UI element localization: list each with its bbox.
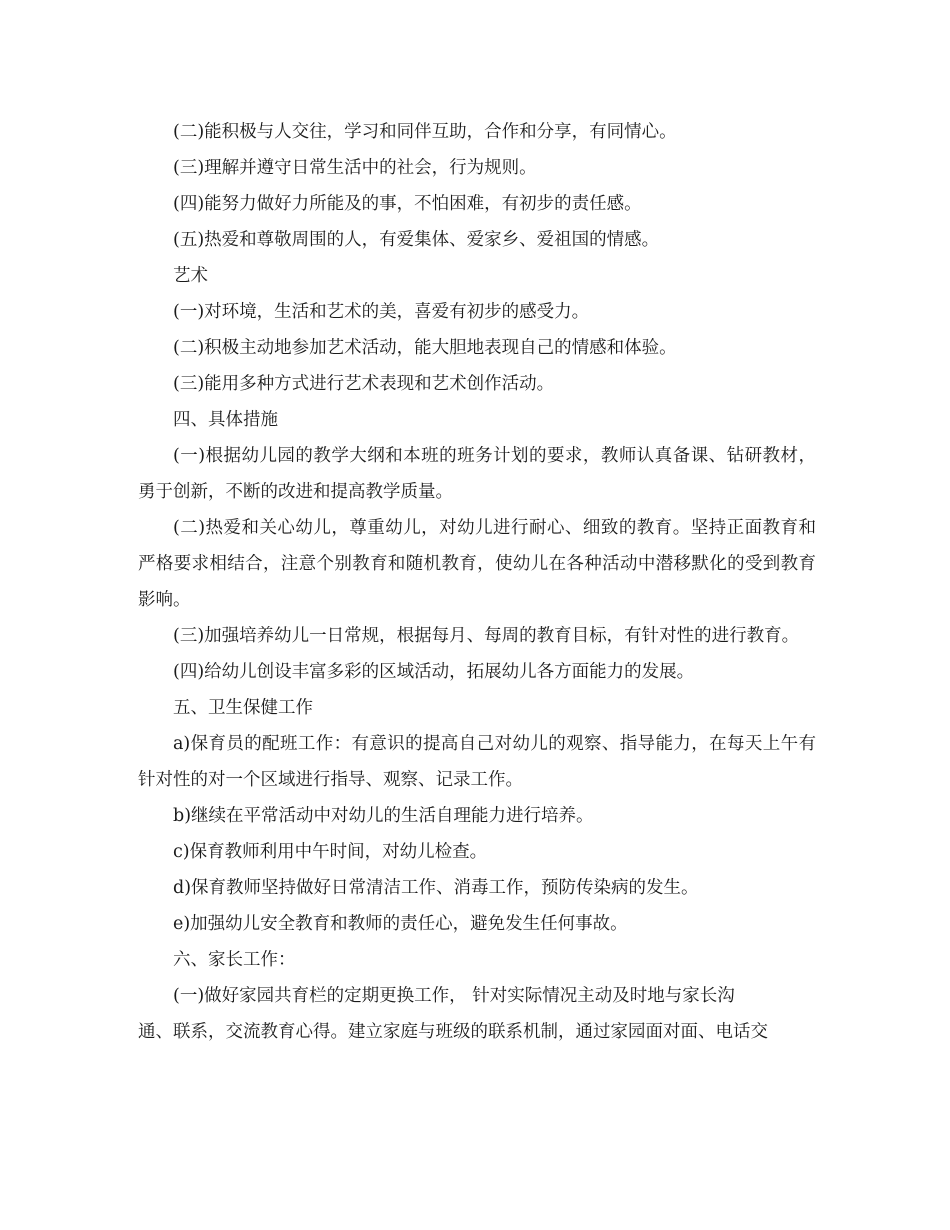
paragraph: (三)加强培养幼儿一日常规，根据每月、每周的教育目标，有针对性的进行教育。	[173, 626, 800, 646]
document-body	[138, 114, 816, 1050]
paragraph: d)保育教师坚持做好日常清洁工作、消毒工作，预防传染病的发生。	[173, 878, 699, 898]
section-heading-measures: 四、具体措施	[173, 410, 278, 430]
section-heading-parents: 六、家长工作：	[173, 950, 296, 970]
paragraph: a)保育员的配班工作：有意识的提高自己对幼儿的观察、指导能力，在每天上午有针对性的对一个区域进行指导、观察、记录工作。	[138, 734, 816, 790]
paragraph: (二)热爱和关心幼儿，尊重幼儿，对幼儿进行耐心、细致的教育。坚持正面教育和严格要求相结合，注意个别教育和随机教育，使幼儿在各种活动中潜移默化的受到教育影响。	[138, 518, 816, 610]
paragraph: c)保育教师利用中午时间，对幼儿检查。	[173, 842, 488, 862]
section-heading-art: 艺术	[173, 266, 208, 286]
paragraph: (一)根据幼儿园的教学大纲和本班的班务计划的要求，教师认真备课、钻研教材，勇于创新，不断的改进和提高教学质量。	[138, 446, 816, 502]
paragraph-continuation: 通、联系，交流教育心得。建立家庭与班级的联系机制，通过家园面对面、电话交	[138, 1022, 768, 1042]
paragraph: (二)能积极与人交往，学习和同伴互助，合作和分享，有同情心。	[173, 122, 677, 142]
paragraph: e)加强幼儿安全教育和教师的责任心，避免发生任何事故。	[173, 914, 628, 934]
paragraph: (一)做好家园共育栏的定期更换工作， 针对实际情况主动及时地与家长沟	[173, 986, 735, 1006]
paragraph: (三)理解并遵守日常生活中的社会，行为规则。	[173, 158, 537, 178]
section-heading-health: 五、卫生保健工作	[173, 698, 313, 718]
paragraph: (五)热爱和尊敬周围的人，有爱集体、爱家乡、爱祖国的情感。	[173, 230, 660, 250]
paragraph: (四)给幼儿创设丰富多彩的区域活动，拓展幼儿各方面能力的发展。	[173, 662, 695, 682]
paragraph: (二)积极主动地参加艺术活动，能大胆地表现自己的情感和体验。	[173, 338, 677, 358]
paragraph: (三)能用多种方式进行艺术表现和艺术创作活动。	[173, 374, 555, 394]
paragraph: (一)对环境，生活和艺术的美，喜爱有初步的感受力。	[173, 302, 590, 322]
paragraph: b)继续在平常活动中对幼儿的生活自理能力进行培养。	[173, 806, 594, 826]
paragraph: (四)能努力做好力所能及的事，不怕困难，有初步的责任感。	[173, 194, 642, 214]
